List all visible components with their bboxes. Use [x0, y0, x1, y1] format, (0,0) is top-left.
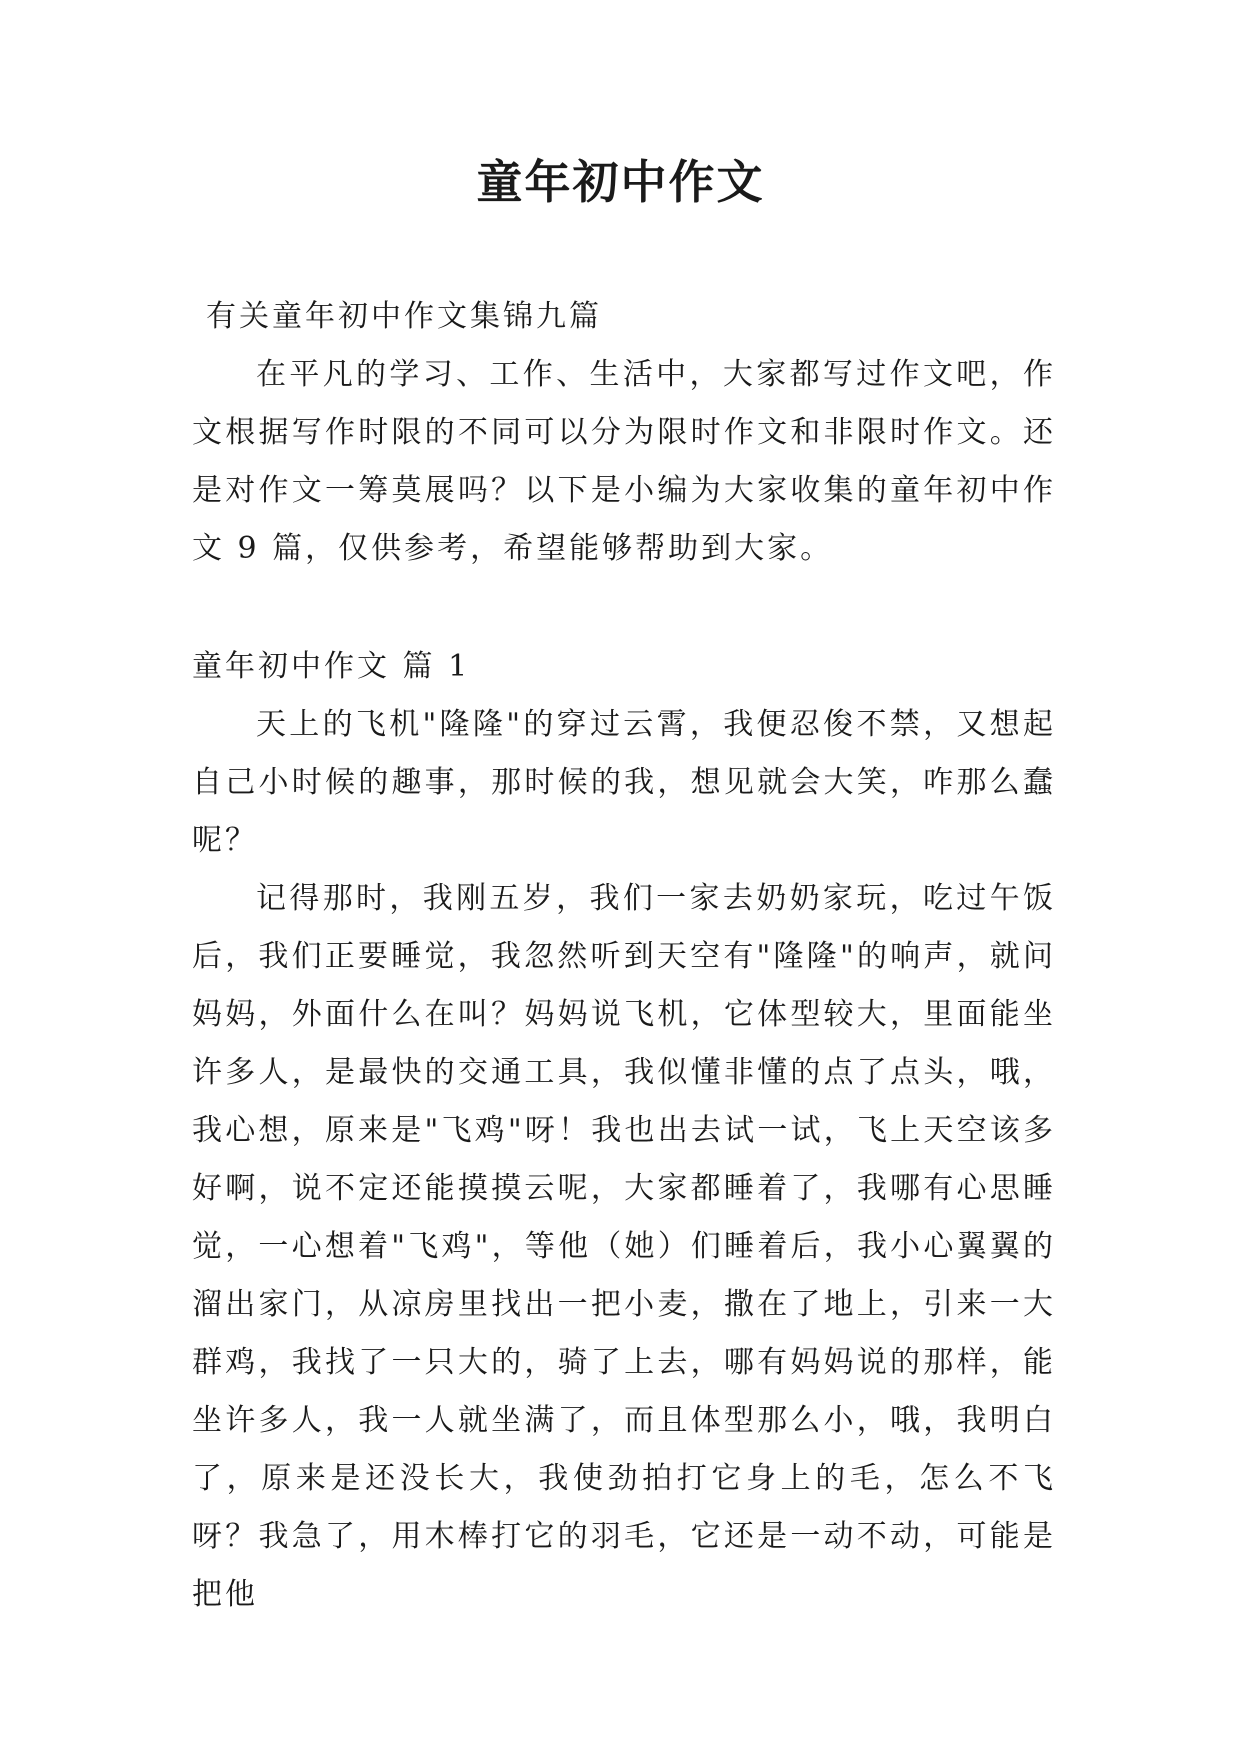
document-subtitle: 有关童年初中作文集锦九篇	[206, 299, 602, 334]
intro-paragraph: 在平凡的学习、工作、生活中，大家都写过作文吧，作文根据写作时限的不同可以分为限时作文和非限时作文。还是对作文一筹莫展吗？以下是小编为大家收集的童年初中作文 9 篇，仅供参考，希望能够帮助到大家。	[192, 357, 1056, 566]
section-heading: 童年初中作文 篇 1	[192, 649, 471, 684]
paragraph: 天上的飞机"隆隆"的穿过云霄，我便忍俊不禁，又想起自己小时候的趣事，那时候的我，想见就会大笑，咋那么蠢呢？	[192, 707, 1056, 858]
paragraph: 记得那时，我刚五岁，我们一家去奶奶家玩，吃过午饭后，我们正要睡觉，我忽然听到天空有"隆隆"的响声，就问妈妈，外面什么在叫？妈妈说飞机，它体型较大，里面能坐许多人，是最快的交通工具，我似懂非懂的点了点头，哦，我心想，原来是"飞鸡"呀！我也出去试一试，飞上天空该多好啊，说不定还能摸摸云呢，大家都睡着了，我哪有心思睡觉，一心想着"飞鸡"，等他（她）们睡着后，我小心翼翼的溜出家门，从凉房里找出一把小麦，撒在了地上，引来一大群鸡，我找了一只大的，骑了上去，哪有妈妈说的那样，能坐许多人，我一人就坐满了，而且体型那么小，哦，我明白了，原来是还没长大，我使劲拍打它身上的毛，怎么不飞呀？我急了，用木棒打它的羽毛，它还是一动不动，可能是把他	[192, 881, 1056, 1612]
document-title: 童年初中作文	[476, 155, 765, 209]
section-body	[192, 696, 1056, 1624]
